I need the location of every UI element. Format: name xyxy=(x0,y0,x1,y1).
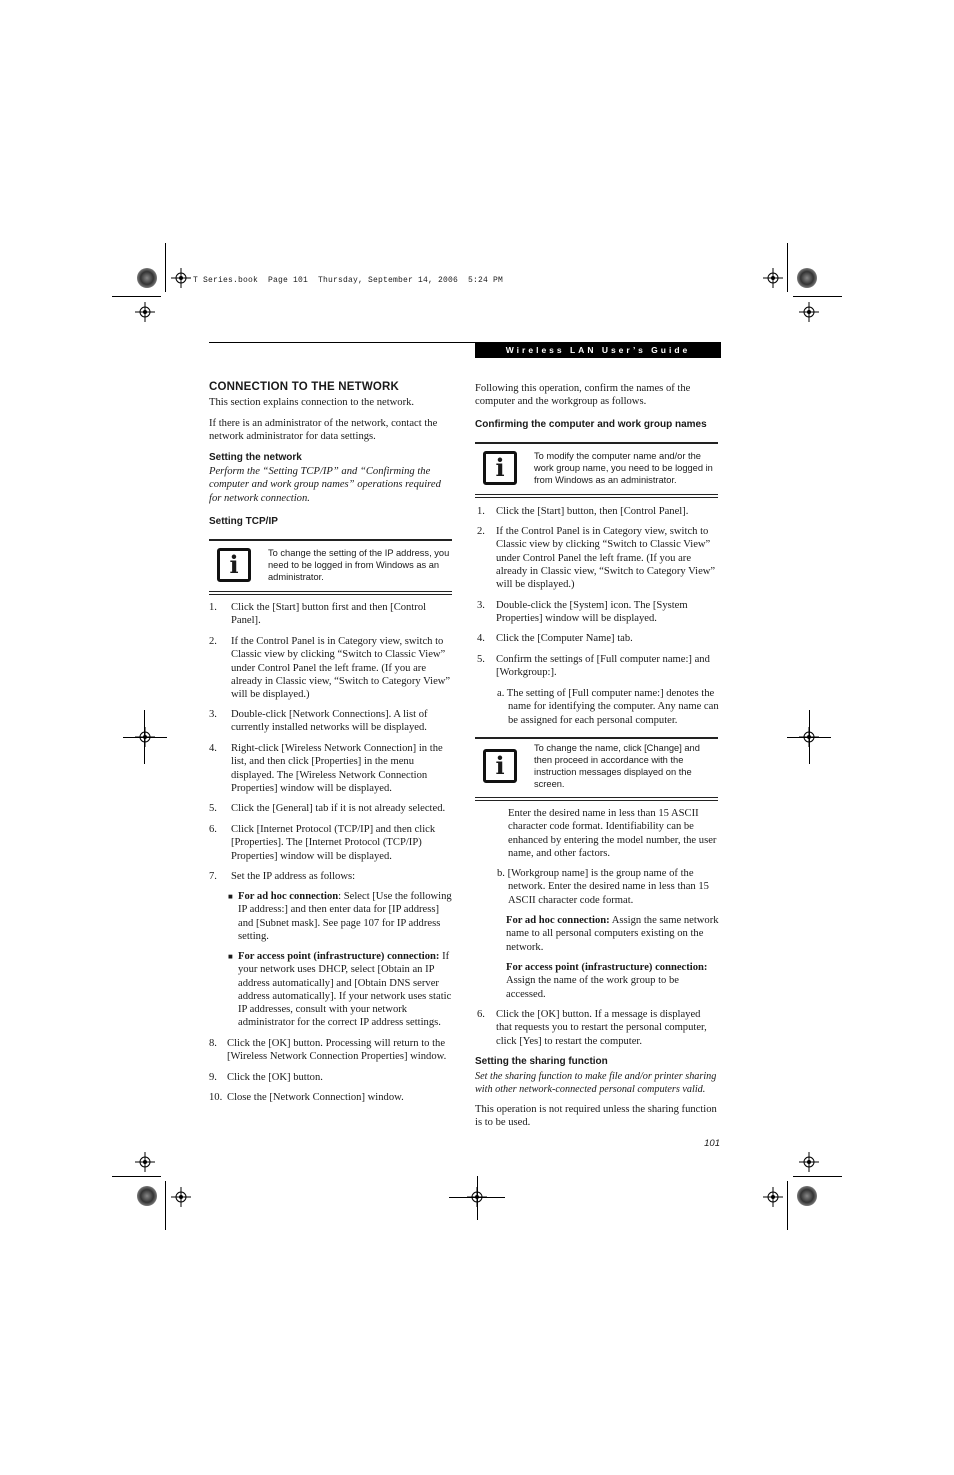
info-icon: i xyxy=(483,451,517,485)
registration-mark-icon xyxy=(799,1152,819,1172)
access-point-text: For access point (infrastructure) connection: Assign the name of the work group to be accessed. xyxy=(506,962,708,1000)
page-number: 101 xyxy=(704,1138,720,1149)
registration-mark-icon xyxy=(763,1187,783,1207)
change-note-text: To change the name, click [Change] and then proceed in accordance with the instruction messages displayed on the screen. xyxy=(534,743,700,789)
registration-mark-icon xyxy=(171,1187,191,1207)
guide-title: Wireless LAN User’s Guide xyxy=(505,345,691,355)
registration-mark-icon xyxy=(135,1152,155,1172)
bullet-item: ■ For ad hoc connection: Select [Use the following IP address:] and then enter data for [IP address] and [Subnet mask]. See page 107 for IP address setting. xyxy=(228,891,452,942)
confirm-note-text: To modify the computer name and/or the work group name, you need to be logged in from Windows as an administrator. xyxy=(534,451,713,485)
tcpip-heading: Setting TCP/IP xyxy=(209,516,278,527)
right-intro: Following this operation, confirm the names of the computer and the workgroup as follows. xyxy=(475,383,691,408)
registration-mark-icon xyxy=(135,302,155,322)
info-icon: i xyxy=(483,749,517,783)
sharing-heading: Setting the sharing function xyxy=(475,1056,608,1067)
sharing-text: This operation is not required unless the sharing function is to be used. xyxy=(475,1104,717,1129)
registration-mark-icon xyxy=(171,268,191,288)
color-target-icon xyxy=(797,1186,817,1206)
info-icon: i xyxy=(217,548,251,582)
intro-text: This section explains connection to the network. xyxy=(209,397,415,408)
print-slug: T Series.book Page 101 Thursday, September 14, 2006 5:24 PM xyxy=(193,276,504,285)
tcpip-info-note xyxy=(209,539,452,595)
color-target-icon xyxy=(137,1186,157,1206)
tcpip-note-text: To change the setting of the IP address, you need to be logged in from Windows as an administrator. xyxy=(268,548,450,582)
setting-network-heading: Setting the network xyxy=(209,452,302,463)
section-title: CONNECTION TO THE NETWORK xyxy=(209,381,400,393)
confirm-heading: Confirming the computer and work group names xyxy=(475,419,707,430)
admin-note: If there is an administrator of the network, contact the network administrator for data settings. xyxy=(209,418,438,443)
sub-item-a: a. The setting of [Full computer name:] denotes the name for identifying the computer. Any name can be assigned for each personal computer. xyxy=(497,688,719,726)
enter-name-text: Enter the desired name in less than 15 ASCII character code format. Identifiability can be enhanced by entering the model number, the user name, and other factors. xyxy=(508,808,717,859)
change-info-note xyxy=(475,737,718,801)
sharing-italic-text: Set the sharing function to make file and/or printer sharing with other network-connected personal computers valid. xyxy=(475,1071,717,1096)
bullet-item: ■ For access point (infrastructure) connection: If your network uses DHCP, select [Obtain an IP address automatically] and [Obtain DNS server address automatically]. If your network uses static IP addresses, consult with your network administrator for the correct IP address settings. xyxy=(228,951,452,1029)
setting-network-text: Perform the “Setting TCP/IP” and “Confirming the computer and work group names” operations required for network connection. xyxy=(209,466,441,504)
registration-mark-icon xyxy=(763,268,783,288)
adhoc-text: For ad hoc connection: Assign the same network name to all personal computers existing on the network. xyxy=(506,915,719,953)
color-target-icon xyxy=(797,268,817,288)
color-target-icon xyxy=(137,268,157,288)
confirm-info-note xyxy=(475,442,718,498)
sub-item-b: b. [Workgroup name] is the group name of the network. Enter the desired name in less than 15 ASCII character code format. xyxy=(497,868,709,906)
registration-mark-icon xyxy=(799,302,819,322)
